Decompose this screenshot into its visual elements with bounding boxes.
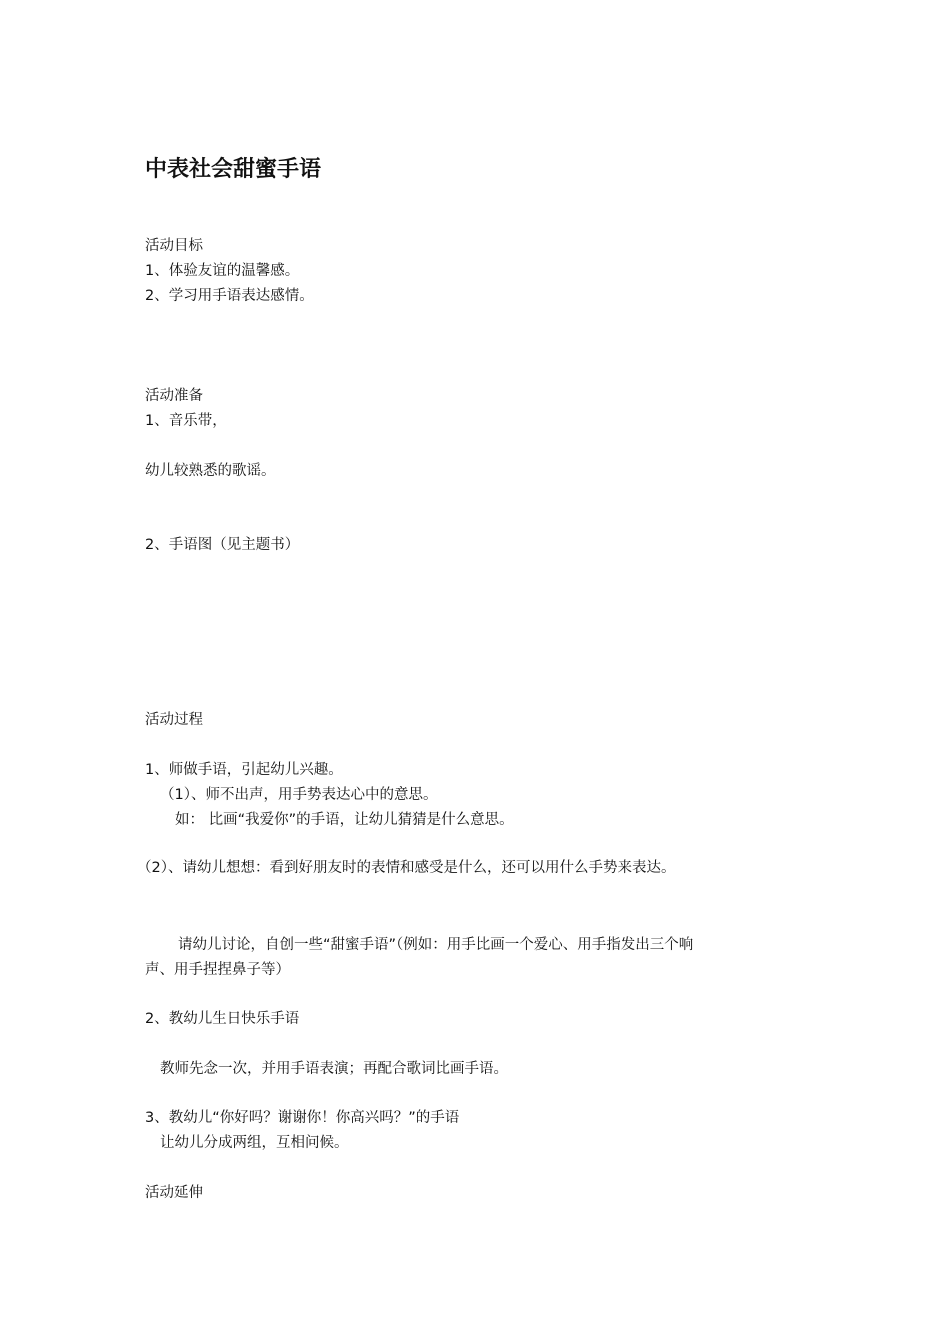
section-heading-goals: 活动目标: [145, 238, 203, 254]
process-step-2-detail: 教师先念一次，并用手语表演；再配合歌词比画手语。: [160, 1061, 508, 1077]
process-step-3-detail: 让幼儿分成两组，互相问候。: [160, 1135, 349, 1151]
section-heading-extension: 活动延伸: [145, 1185, 203, 1201]
prep-item-1-continuation: 幼儿较熟悉的歌谣。: [145, 463, 276, 479]
process-step-1: 1、师做手语，引起幼儿兴趣。: [145, 762, 343, 778]
section-heading-prep: 活动准备: [145, 388, 203, 404]
prep-item-1: 1、音乐带，: [145, 413, 227, 429]
process-step-1-example: 如： 比画“我爱你”的手语，让幼儿猜猜是什么意思。: [175, 812, 514, 828]
goal-item-2: 2、学习用手语表达感情。: [145, 288, 314, 304]
process-step-1-b: （2）、请幼儿想想：看到好朋友时的表情和感受是什么，还可以用什么手势来表达。: [137, 860, 676, 876]
process-step-1-a: （1）、师不出声，用手势表达心中的意思。: [160, 787, 438, 803]
process-step-2: 2、教幼儿生日快乐手语: [145, 1011, 300, 1027]
process-discuss-line-2: 声、用手捏捏鼻子等）: [145, 962, 290, 978]
document-title: 中表社会甜蜜手语: [145, 157, 322, 182]
goal-item-1: 1、体验友谊的温馨感。: [145, 263, 300, 279]
process-step-3: 3、教幼儿“你好吗？谢谢你！你高兴吗？”的手语: [145, 1110, 460, 1126]
process-discuss-line-1: 请幼儿讨论，自创一些“甜蜜手语”（例如：用手比画一个爱心、用手指发出三个响: [178, 937, 694, 953]
section-heading-process: 活动过程: [145, 712, 203, 728]
prep-item-2: 2、手语图（见主题书）: [145, 537, 300, 553]
